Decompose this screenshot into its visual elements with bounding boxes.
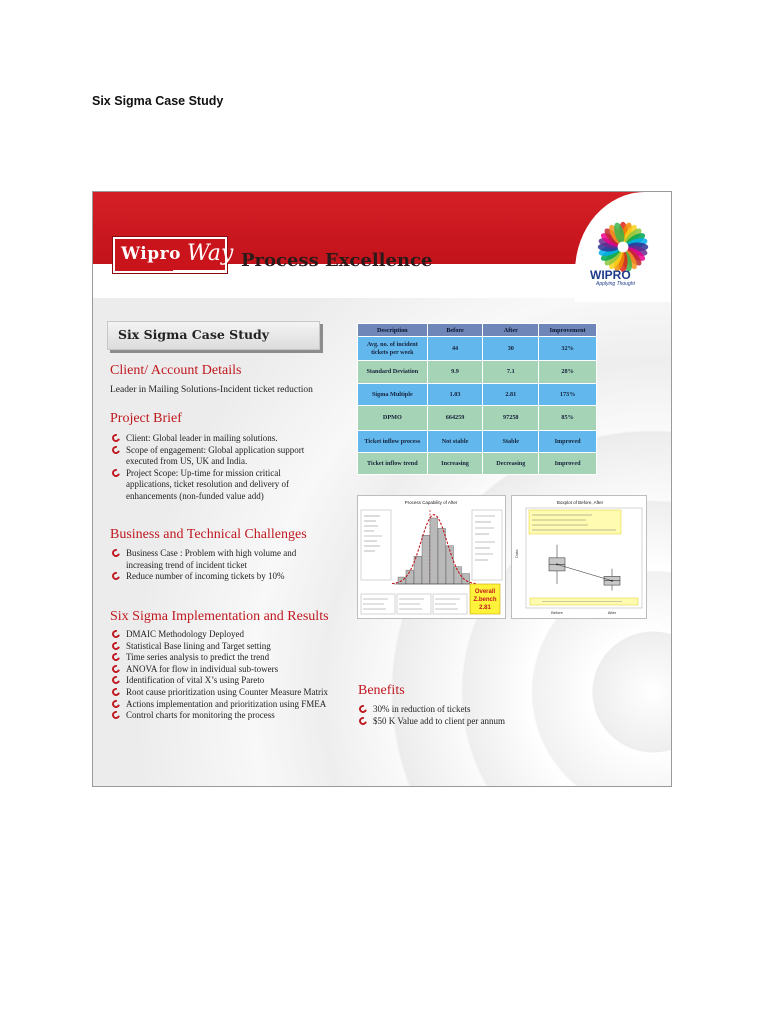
table-row (358, 453, 597, 475)
results-table (357, 323, 597, 475)
table-cell: 173% (539, 384, 597, 406)
callout-line: Overall (474, 589, 496, 595)
client-heading: Client/ Account Details (110, 363, 242, 378)
client-text: Leader in Mailing Solutions-Incident ticket reduction (110, 385, 313, 395)
case-study-heading: Six Sigma Case Study (118, 327, 270, 342)
boxplot-chart-panel (511, 495, 647, 619)
list-item: Identification of vital X’s using Pareto (112, 675, 352, 687)
table-cell: Improved (539, 453, 597, 475)
table-cell: 7.1 (483, 361, 539, 384)
table-cell: Stable (483, 431, 539, 453)
svg-text:Data: Data (514, 549, 519, 558)
list-item: Statistical Base lining and Target setting (112, 641, 352, 653)
wipro-flower-logo (596, 220, 650, 274)
list-item: Control charts for monitoring the process (112, 710, 352, 722)
table-cell: 30 (483, 337, 539, 361)
x-tick-label: After (607, 610, 617, 615)
table-cell: DPMO (358, 406, 428, 431)
list-item: Project Scope: Up-time for mission critical applications, ticket resolution and delivery of enhancements (non-funded value add) (112, 468, 307, 503)
table-row (358, 337, 597, 361)
capability-stats-box-right (472, 510, 502, 580)
table-header: Improvement (539, 324, 597, 337)
table-cell: 1.03 (427, 384, 483, 406)
list-item: Root cause prioritization using Counter Measure Matrix (112, 687, 352, 699)
table-cell: 9.9 (427, 361, 483, 384)
project-brief-list (112, 433, 307, 503)
table-cell: 2.81 (483, 384, 539, 406)
table-cell: Decreasing (483, 453, 539, 475)
header-title: Process Excellence (241, 250, 433, 271)
histogram-bar (438, 528, 446, 584)
histogram-bar (430, 518, 438, 584)
list-item: Time series analysis to predict the trend (112, 652, 352, 664)
document-title: Six Sigma Case Study (92, 94, 224, 108)
boxplot-chart (512, 496, 646, 618)
implementation-list (112, 629, 352, 722)
implementation-heading: Six Sigma Implementation and Results (110, 609, 329, 624)
table-header: Before (427, 324, 483, 337)
project-brief-heading: Project Brief (110, 411, 182, 426)
table-cell: Sigma Multiple (358, 384, 428, 406)
boxplot-chart-title: Boxplot of Before, After (556, 500, 604, 505)
table-cell: 97258 (483, 406, 539, 431)
list-item: $50 K Value add to client per annum (359, 716, 589, 728)
list-item: Reduce number of incoming tickets by 10% (112, 571, 322, 583)
capability-stats-box (361, 510, 391, 580)
table-header-row (358, 324, 597, 337)
table-row (358, 361, 597, 384)
table-cell: Ticket inflow process (358, 431, 428, 453)
table-cell: 85% (539, 406, 597, 431)
logo-underline (173, 270, 225, 272)
wipro-brand-name: WIPRO (590, 268, 631, 282)
list-item: Scope of engagement: Global application support executed from US, UK and India. (112, 445, 307, 468)
boxplot-note (529, 510, 621, 534)
challenges-list (112, 548, 322, 583)
list-item: 30% in reduction of tickets (359, 704, 589, 716)
table-cell: Ticket inflow trend (358, 453, 428, 475)
x-tick-label: Before (551, 610, 563, 615)
case-study-poster (92, 191, 672, 787)
case-study-heading-box (107, 321, 320, 350)
list-item: Business Case : Problem with high volume and increasing trend of incident ticket (112, 548, 322, 571)
challenges-heading: Business and Technical Challenges (110, 527, 307, 542)
capability-chart-panel (357, 495, 506, 619)
table-cell: 664259 (427, 406, 483, 431)
logo-wipro-text: Wipro (121, 244, 181, 264)
histogram-bar (414, 556, 422, 584)
benefits-heading: Benefits (358, 683, 405, 698)
list-item: ANOVA for flow in individual sub-towers (112, 664, 352, 676)
callout-line: Z.bench (473, 597, 497, 603)
table-cell: Not stable (427, 431, 483, 453)
table-cell: Increasing (427, 453, 483, 475)
wipro-way-logo (113, 237, 234, 273)
list-item: Actions implementation and prioritization using FMEA (112, 699, 352, 711)
logo-way-text: Way (187, 241, 234, 266)
callout-line: 2.81 (479, 605, 491, 611)
table-header: After (483, 324, 539, 337)
table-header: Description (358, 324, 428, 337)
table-row (358, 431, 597, 453)
table-cell: 44 (427, 337, 483, 361)
benefits-list (359, 704, 589, 727)
table-cell: 28% (539, 361, 597, 384)
table-row (358, 406, 597, 431)
table-cell: Avg. no. of incident tickets per week (358, 337, 428, 361)
histogram-bar (422, 535, 430, 584)
capability-chart-title: Process Capability of After (404, 500, 458, 505)
table-row (358, 384, 597, 406)
table-cell: 32% (539, 337, 597, 361)
capability-chart (358, 496, 505, 618)
list-item: DMAIC Methodology Deployed (112, 629, 352, 641)
table-cell: Improved (539, 431, 597, 453)
wipro-brand-tagline: Applying Thought (596, 281, 635, 287)
table-cell: Standard Deviation (358, 361, 428, 384)
list-item: Client: Global leader in mailing solutions. (112, 433, 307, 445)
